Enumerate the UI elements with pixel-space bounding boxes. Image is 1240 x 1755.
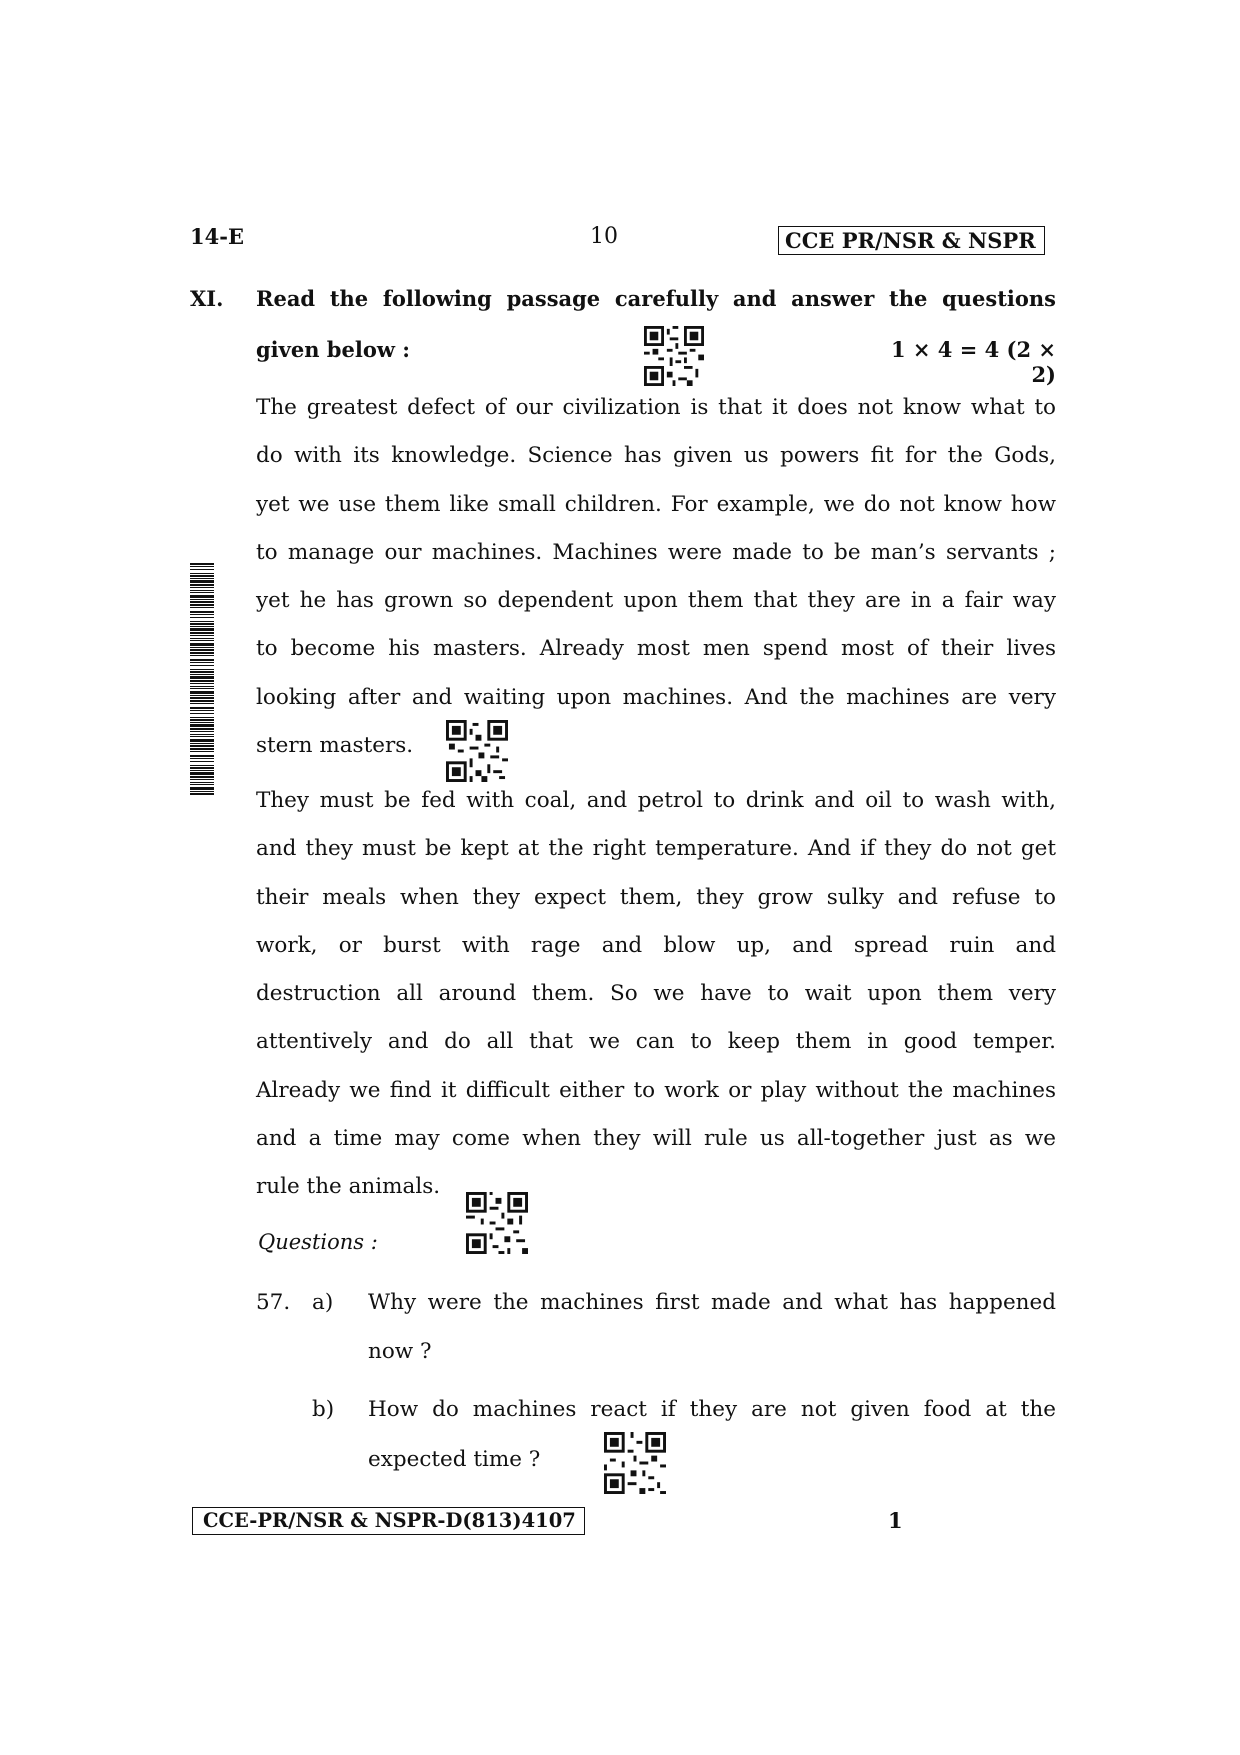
passage-line: yet he has grown so dependent upon them that they are in a fair way	[256, 588, 1056, 614]
instruction-line-2: given below :	[256, 337, 410, 362]
barcode-icon	[190, 563, 214, 795]
page-number: 10	[590, 224, 618, 249]
question-a-line-1: Why were the machines first made and what has happened	[368, 1290, 1056, 1315]
question-part-label-a: a)	[312, 1290, 334, 1315]
question-part-label-b: b)	[312, 1397, 335, 1422]
passage-line: attentively and do all that we can to keep them in good temper.	[256, 1029, 1056, 1055]
passage-line: and a time may come when they will rule us all-together just as we	[256, 1126, 1056, 1152]
passage-line: and they must be kept at the right temperature. And if they do not get	[256, 836, 1056, 862]
passage-line: work, or burst with rage and blow up, and spread ruin and	[256, 932, 1056, 958]
question-b-line-2: expected time ?	[368, 1447, 541, 1472]
passage-line: looking after and waiting upon machines. And the machines are very	[256, 684, 1056, 710]
passage-paragraph-1	[256, 384, 1056, 770]
questions-heading: Questions :	[258, 1230, 378, 1254]
footer-code-box: CCE-PR/NSR & NSPR-D(813)4107	[192, 1507, 585, 1535]
passage-line: yet we use them like small children. For example, we do not know how	[256, 491, 1056, 517]
paper-code: 14-E	[190, 224, 244, 249]
passage-line: to become his masters. Already most men spend most of their lives	[256, 636, 1056, 662]
qr-code-icon	[642, 326, 706, 386]
passage-line: to manage our machines. Machines were made to be man’s servants ;	[256, 539, 1056, 565]
instruction-line-1: Read the following passage carefully and answer the questions	[256, 286, 1056, 311]
passage-line: destruction all around them. So we have to wait upon them very	[256, 981, 1056, 1007]
section-number: XI.	[190, 286, 224, 311]
passage-paragraph-2	[256, 777, 1056, 1212]
passage-line: rule the animals.	[256, 1174, 441, 1200]
question-a-line-2: now ?	[368, 1339, 432, 1364]
question-b-line-1: How do machines react if they are not given food at the	[368, 1397, 1056, 1422]
passage-line: They must be fed with coal, and petrol to drink and oil to wash with,	[256, 788, 1056, 813]
passage-line: their meals when they expect them, they grow sulky and refuse to	[256, 884, 1056, 910]
sheet-number: 1	[888, 1508, 903, 1533]
marks-allocation: 1 × 4 = 4 (2 × 2)	[890, 337, 1056, 387]
passage-line: Already we find it difficult either to work or play without the machines	[256, 1077, 1056, 1103]
passage-line: do with its knowledge. Science has given us powers fit for the Gods,	[256, 443, 1056, 469]
question-number: 57.	[256, 1290, 291, 1315]
passage-line: The greatest defect of our civilization is that it does not know what to	[256, 395, 1056, 420]
exam-code-box: CCE PR/NSR & NSPR	[778, 226, 1045, 255]
passage-line: stern masters.	[256, 733, 414, 759]
